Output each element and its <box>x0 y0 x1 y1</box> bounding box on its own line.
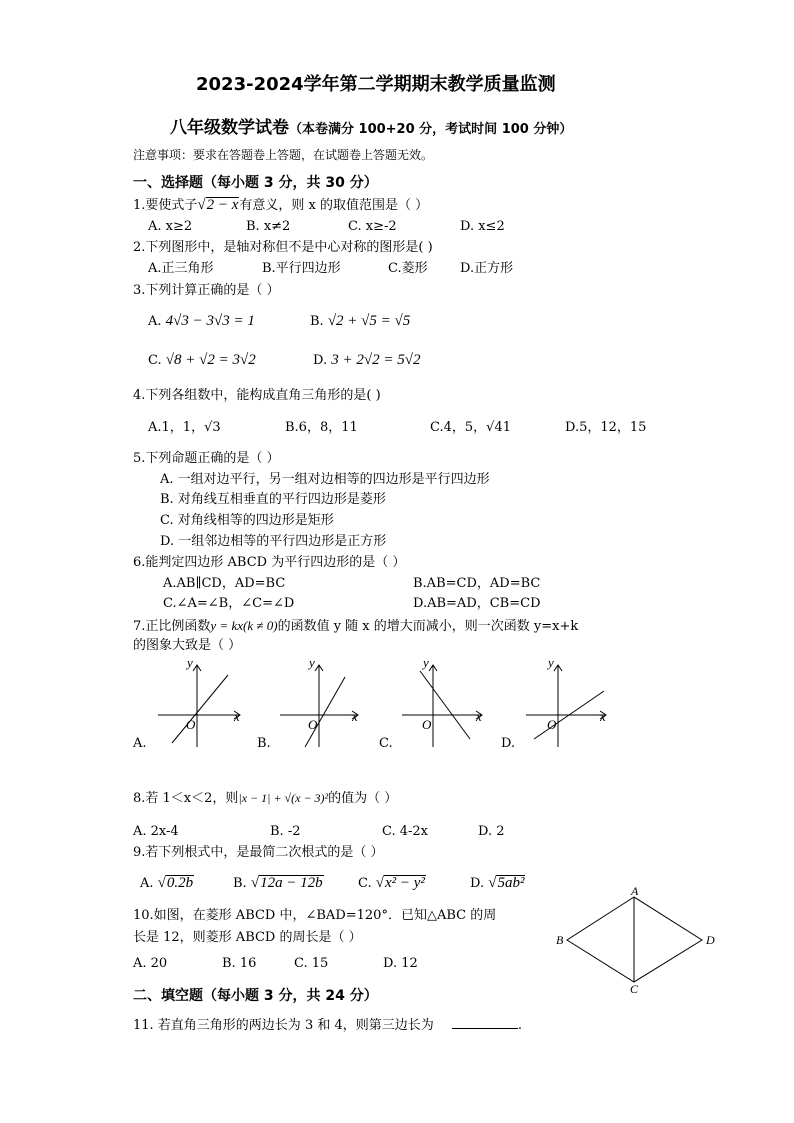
q3-b-expr: √2 + √5 = √5 <box>327 313 411 329</box>
q8-post: 的值为（ ） <box>328 791 398 806</box>
q2-option-a: A.正三角形 <box>148 261 214 276</box>
q10-line2: 长是 12，则菱形 ABCD 的周长是（ ） <box>133 930 362 945</box>
y-axis-label: y <box>309 655 315 670</box>
q3-c-label: C. <box>148 353 162 368</box>
q8-pre: 8.若 1＜x＜2，则 <box>133 791 239 806</box>
q7-graph-b-label: B. <box>257 736 271 751</box>
q8-option-c: C. 4-2x <box>382 824 429 839</box>
q10-option-a: A. 20 <box>133 956 168 971</box>
y-axis-label: y <box>548 655 554 670</box>
q9-option-a: A. √0.2b <box>140 875 194 891</box>
q3-d-label: D. <box>313 353 328 368</box>
q2-option-d: D.正方形 <box>460 261 514 276</box>
q2-option-b: B.平行四边形 <box>262 261 341 276</box>
rhombus-figure <box>550 885 725 995</box>
q9-c-radicand: x² − y² <box>385 875 425 891</box>
subtitle-main: 八年级数学试卷 <box>170 118 289 138</box>
q6-stem: 6.能判定四边形 ABCD 为平行四边形的是（ ） <box>133 555 406 570</box>
q10-option-b: B. 16 <box>222 956 257 971</box>
q5-option-a: A. 一组对边平行，另一组对边相等的四边形是平行四边形 <box>160 472 490 487</box>
exam-subtitle <box>170 113 572 138</box>
q1-radicand: 2 − x <box>206 197 239 213</box>
q1-option-d: D. x≤2 <box>460 219 505 234</box>
q3-a-label: A. <box>148 314 162 329</box>
section2-heading: 二、填空题（每小题 3 分，共 24 分） <box>133 988 378 1004</box>
q4-option-c: C.4，5，√41 <box>430 420 511 435</box>
q7-graph-d-label: D. <box>501 736 516 751</box>
q7-line2: 的图象大致是（ ） <box>133 638 242 653</box>
q9-stem: 9.若下列根式中，是最简二次根式的是（ ） <box>133 845 384 860</box>
q3-option-c <box>148 352 256 369</box>
q5-option-d: D. 一组邻边相等的平行四边形是正方形 <box>160 534 387 549</box>
q8-stem <box>133 790 397 807</box>
q7-stem <box>133 617 578 635</box>
q7-graph-c-label: C. <box>379 736 393 751</box>
q9-d-label: D. <box>470 876 485 891</box>
function-line <box>305 677 345 747</box>
q5-stem: 5.下列命题正确的是（ ） <box>133 451 280 466</box>
q2-stem: 2.下列图形中，是轴对称但不是中心对称的图形是( ) <box>133 240 433 255</box>
vertex-c-label: C <box>630 982 639 995</box>
q3-a-expr: 4√3 − 3√3 = 1 <box>165 313 255 329</box>
q5-option-b: B. 对角线互相垂直的平行四边形是菱形 <box>160 492 386 507</box>
q9-a-radicand: 0.2b <box>166 875 194 891</box>
q10-option-d: D. 12 <box>383 956 418 971</box>
q1-post: 有意义，则 x 的取值范围是（ ） <box>239 198 429 213</box>
x-axis-label: x <box>352 709 358 724</box>
x-axis-label: x <box>234 709 240 724</box>
q1-option-b: B. x≠2 <box>246 219 291 234</box>
q9-option-b: B. √12a − 12b <box>233 875 323 891</box>
q1-option-a: A. x≥2 <box>148 219 193 234</box>
q11-stem <box>133 1017 522 1034</box>
q1-pre: 1.要使式子 <box>133 198 198 213</box>
q3-d-expr: 3 + 2√2 = 5√2 <box>331 352 421 368</box>
q8-option-b: B. -2 <box>270 824 301 839</box>
q3-b-label: B. <box>310 314 324 329</box>
q10-option-c: C. 15 <box>294 956 329 971</box>
q3-option-b <box>310 313 410 330</box>
vertex-b-label: B <box>556 933 564 947</box>
q9-b-label: B. <box>233 876 247 891</box>
section1-heading: 一、选择题（每小题 3 分，共 30 分） <box>133 175 378 191</box>
q3-stem: 3.下列计算正确的是（ ） <box>133 283 280 298</box>
q4-option-b: B.6，8，11 <box>285 420 358 435</box>
q9-option-c: C. √x² − y² <box>358 875 425 891</box>
y-axis-label: y <box>423 655 429 670</box>
origin-label: O <box>422 717 432 732</box>
origin-label: O <box>308 717 318 732</box>
q11-end: . <box>517 1018 523 1033</box>
origin-label: O <box>547 717 557 732</box>
q6-option-d: D.AB=AD，CB=CD <box>413 596 541 611</box>
q10-line1: 10.如图，在菱形 ABCD 中，∠BAD=120°．已知△ABC 的周 <box>133 908 497 923</box>
q1-option-c: C. x≥-2 <box>348 219 397 234</box>
q1-stem: 1.要使式子√2 − x有意义，则 x 的取值范围是（ ） <box>133 197 429 213</box>
q7-func: y = kx(k ≠ 0) <box>210 618 278 633</box>
q4-stem: 4.下列各组数中，能构成直角三角形的是( ) <box>133 388 381 403</box>
q8-expr: |x − 1| + √(x − 3)² <box>238 791 329 805</box>
y-axis-label: y <box>187 655 193 670</box>
exam-title: 2023-2024学年第二学期期末教学质量监测 <box>196 74 556 95</box>
q7-graph-d <box>526 655 606 747</box>
q9-c-label: C. <box>358 876 372 891</box>
q9-d-radicand: 5ab² <box>497 875 525 891</box>
q11-answer-blank[interactable] <box>452 1028 518 1029</box>
q11-text: 11. 若直角三角形的两边长为 3 和 4，则第三边长为 <box>133 1018 434 1033</box>
q2-option-c: C.菱形 <box>388 261 428 276</box>
q4-option-d: D.5，12，15 <box>565 420 647 435</box>
q9-a-label: A. <box>140 876 154 891</box>
q6-option-b: B.AB=CD，AD=BC <box>413 576 541 591</box>
q7-graph-c <box>402 655 482 747</box>
vertex-d-label: D <box>706 933 715 947</box>
q7-post: 的函数值 y 随 x 的增大而减小，则一次函数 y=x+k <box>277 619 579 634</box>
q7-graph-b <box>280 655 358 747</box>
q3-option-a <box>148 313 255 330</box>
subtitle-note: （本卷满分 100+20 分，考试时间 100 分钟） <box>289 122 573 137</box>
q7-pre: 7.正比例函数 <box>133 619 211 634</box>
q6-option-c: C.∠A=∠B，∠C=∠D <box>163 596 295 611</box>
q6-option-a: A.AB∥CD，AD=BC <box>163 576 286 591</box>
q8-option-a: A. 2x-4 <box>133 824 179 839</box>
q3-c-expr: √8 + √2 = 3√2 <box>165 352 256 368</box>
q4-option-a: A.1，1，√3 <box>148 420 221 435</box>
q5-option-c: C. 对角线相等的四边形是矩形 <box>160 513 334 528</box>
notice-text: 注意事项：要求在答题卷上答题，在试题卷上答题无效。 <box>133 148 434 162</box>
q3-option-d <box>313 352 420 369</box>
q9-b-radicand: 12a − 12b <box>260 875 323 891</box>
x-axis-label: x <box>600 709 606 724</box>
function-line <box>172 675 228 743</box>
vertex-a-label: A <box>631 885 639 898</box>
q8-option-d: D. 2 <box>478 824 505 839</box>
q7-graph-a <box>158 655 240 747</box>
x-axis-label: x <box>476 709 482 724</box>
q7-graph-a-label: A. <box>133 736 147 751</box>
q9-option-d: D. √5ab² <box>470 875 525 891</box>
origin-label: O <box>186 717 196 732</box>
